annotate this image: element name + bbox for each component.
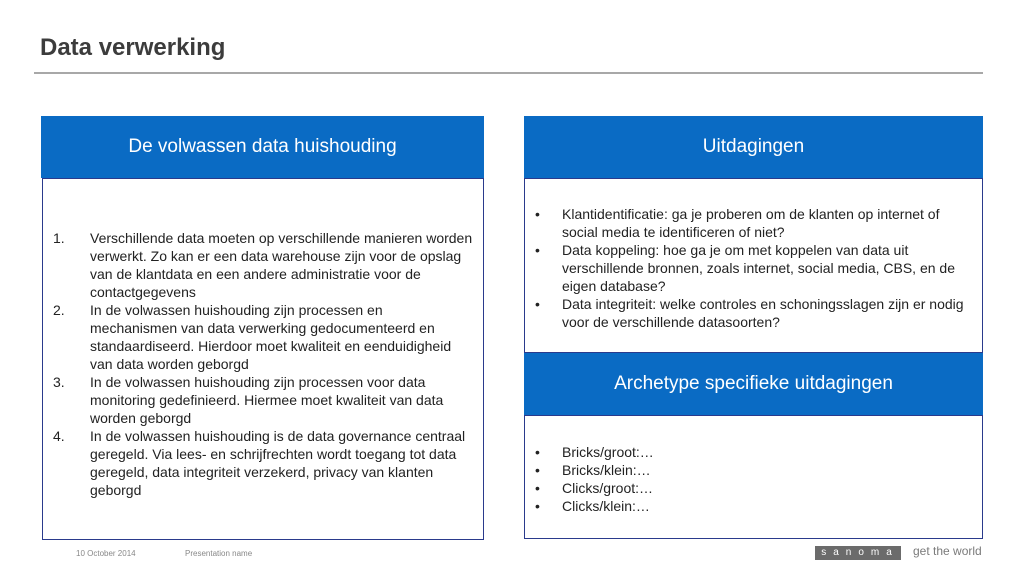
list-item-text: Bricks/groot:… xyxy=(562,444,654,460)
list-item-number: 3. xyxy=(53,374,65,390)
list-item-text: Data integriteit: welke controles en schoningsslagen zijn er nodig voor de verschillende datasoorten? xyxy=(562,296,964,330)
bullet-marker: • xyxy=(535,444,540,460)
right-bottom-panel-header xyxy=(524,353,983,415)
right-top-panel-header-label: Uitdagingen xyxy=(702,136,805,157)
list-item-number: 2. xyxy=(53,302,65,318)
slide-title: Data verwerking xyxy=(40,34,226,61)
right-top-panel-header xyxy=(524,116,983,178)
list-item xyxy=(43,301,473,373)
bullet-marker: • xyxy=(535,206,540,222)
list-item-number: 1. xyxy=(53,230,65,246)
bullet-marker: • xyxy=(535,462,540,478)
list-item xyxy=(525,461,968,479)
list-item xyxy=(43,229,473,301)
bullet-marker: • xyxy=(535,242,540,258)
list-item-text: Clicks/groot:… xyxy=(562,480,654,496)
sanoma-logo: sanoma xyxy=(815,546,901,560)
left-panel-header xyxy=(41,116,484,178)
bullet-marker: • xyxy=(535,498,540,514)
bullet-marker: • xyxy=(535,480,540,496)
list-item-text: In de volwassen huishouding zijn processen en mechanismen van data verwerking gedocumenteerd en standaardiseerd. Hierdoor moet kwaliteit en eenduidigheid van data worden geborgd xyxy=(90,302,452,372)
right-bottom-panel-list xyxy=(525,443,968,515)
list-item xyxy=(525,443,968,461)
left-panel-body xyxy=(42,178,484,540)
right-top-panel-body xyxy=(524,178,983,353)
bullet-marker: • xyxy=(535,296,540,312)
left-panel-list xyxy=(43,229,473,499)
list-item-text: In de volwassen huishouding is de data governance centraal geregeld. Via lees- en schrijfrechten wordt toegang tot data geregeld, data integriteit verzekerd, privacy van klanten geborgd xyxy=(90,428,466,498)
list-item-text: Data koppeling: hoe ga je om met koppelen van data uit verschillende bronnen, zoals internet, social media, CBS, en de eigen database? xyxy=(562,242,955,294)
footer-date: 10 October 2014 xyxy=(76,549,136,558)
list-item xyxy=(525,295,968,331)
list-item xyxy=(525,205,968,241)
title-divider xyxy=(34,72,983,74)
list-item-text: Klantidentificatie: ga je proberen om de klanten op internet of social media te identificeren of niet? xyxy=(562,206,940,240)
list-item xyxy=(525,241,968,295)
list-item-number: 4. xyxy=(53,428,65,444)
list-item-text: Verschillende data moeten op verschillende manieren worden verwerkt. Zo kan er een data warehouse zijn voor de opslag van de klantdata en een andere administratie voor de contactgegevens xyxy=(90,230,473,300)
footer-tagline: get the world xyxy=(913,544,982,558)
list-item xyxy=(43,427,473,499)
right-top-panel-list xyxy=(525,205,968,331)
right-bottom-panel-header-label: Archetype specifieke uitdagingen xyxy=(614,373,893,394)
list-item-text: Clicks/klein:… xyxy=(562,498,650,514)
footer-presentation-name: Presentation name xyxy=(185,549,253,558)
right-bottom-panel-body xyxy=(524,415,983,539)
list-item-text: Bricks/klein:… xyxy=(562,462,651,478)
list-item-text: In de volwassen huishouding zijn processen voor data monitoring gedefinieerd. Hiermee moet kwaliteit van data worden geborgd xyxy=(90,374,444,426)
list-item xyxy=(525,479,968,497)
list-item xyxy=(525,497,968,515)
left-panel-header-label: De volwassen data huishouding xyxy=(128,136,397,157)
list-item xyxy=(43,373,473,427)
